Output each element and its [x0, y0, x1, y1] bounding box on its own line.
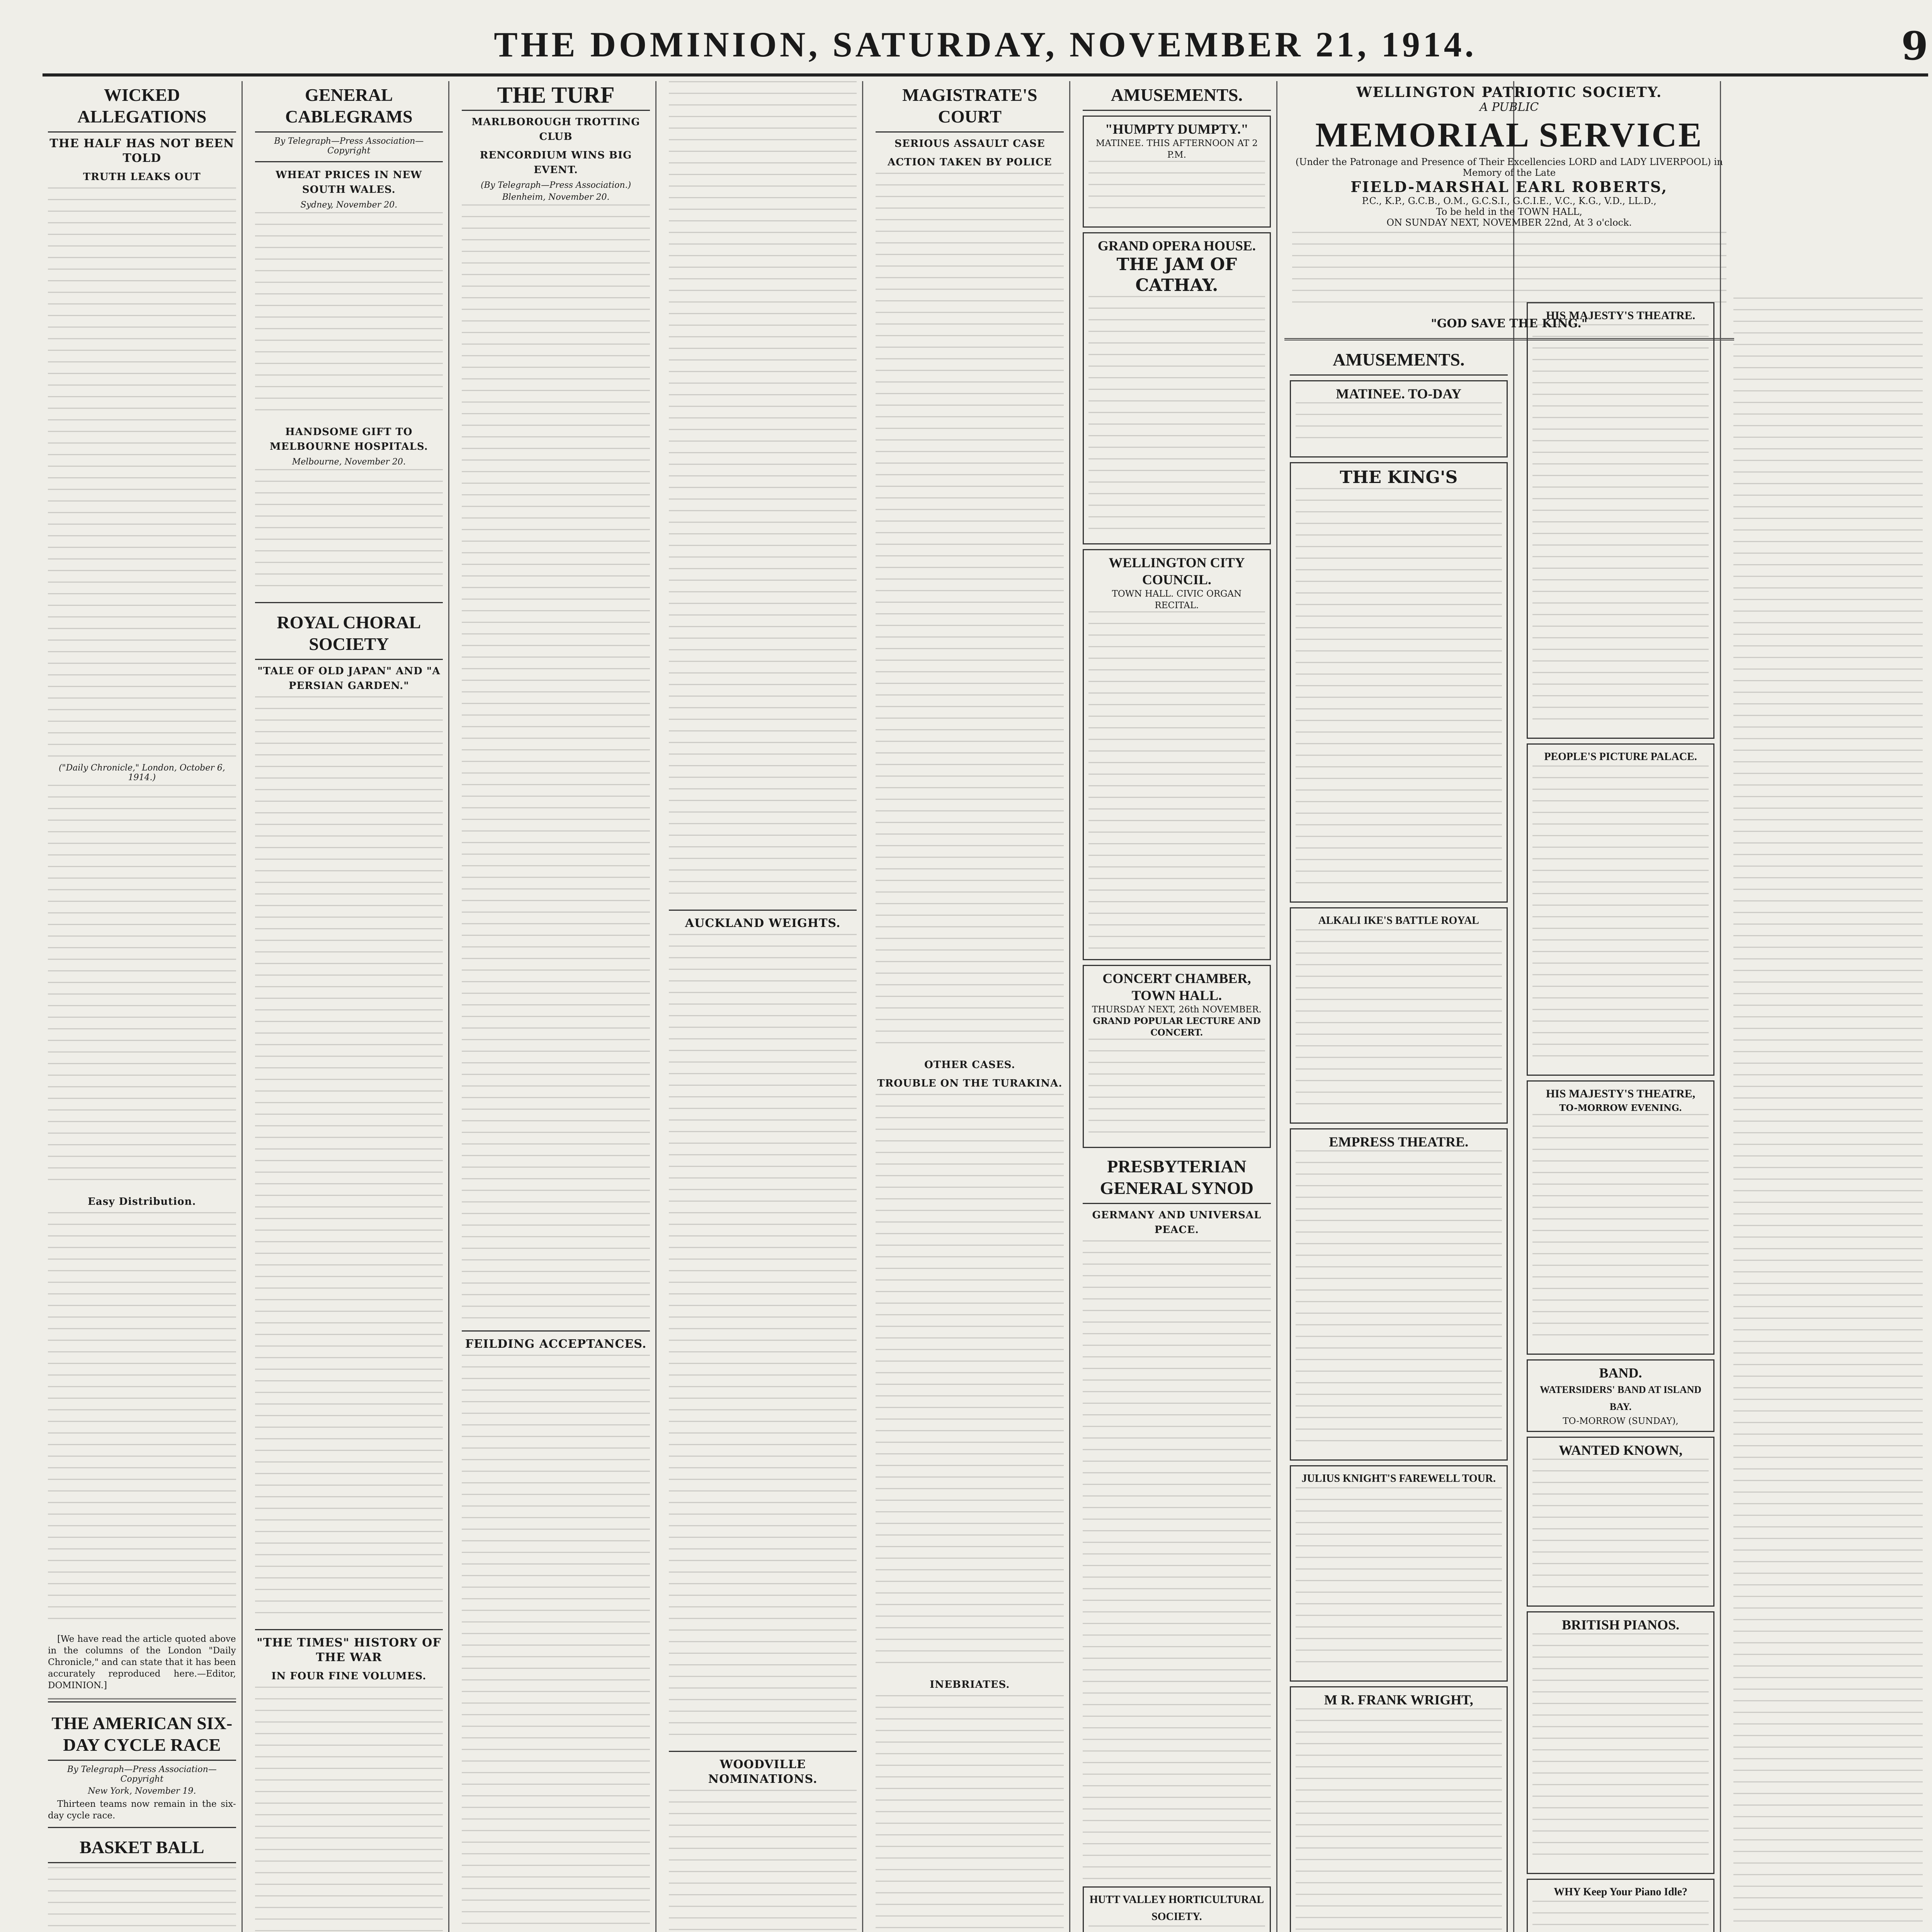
ad-text: [1532, 1633, 1709, 1865]
ad-text: [1296, 1708, 1502, 1932]
subhead-action-police: ACTION TAKEN BY POLICE: [888, 156, 1052, 168]
nominations-block: [669, 1790, 857, 1932]
headline-amusements: AMUSEMENTS.: [1083, 81, 1271, 111]
ad-peoples-picture-palace: [1527, 743, 1715, 1076]
ad-title: EMPRESS THEATRE.: [1329, 1134, 1469, 1150]
memorial-name: FIELD-MARSHAL EARL ROBERTS,: [1350, 178, 1668, 196]
headline-magistrates-court: MAGISTRATE'S COURT: [876, 81, 1064, 133]
ad-title: PEOPLE'S PICTURE PALACE.: [1544, 751, 1697, 763]
ad-julius-knight: [1290, 1465, 1508, 1682]
article-text-block: [48, 1212, 236, 1629]
memorial-anthem: "GOD SAVE THE KING.": [1431, 317, 1588, 330]
headline-the-turf: THE TURF: [462, 81, 650, 111]
ad-feature: THE JAM OF CATHAY.: [1116, 255, 1237, 295]
article-text-block: [876, 1094, 1064, 1673]
subhead-turakina: TROUBLE ON THE TURAKINA.: [877, 1078, 1063, 1089]
column-8: [1521, 81, 1721, 1932]
columns: [43, 81, 1928, 1932]
ad-title: BAND.: [1599, 1365, 1642, 1381]
divider: [669, 910, 857, 911]
article-text-block: [48, 785, 236, 1190]
ad-frank-wright: [1290, 1686, 1508, 1932]
ad-title: GRAND OPERA HOUSE.: [1097, 238, 1256, 253]
masthead: [43, 19, 1928, 77]
divider: [255, 1629, 443, 1630]
dateline-blenheim: Blenheim, November 20.: [502, 192, 610, 202]
divider: [669, 1751, 857, 1752]
column-4: [663, 81, 864, 1932]
ad-text: [1532, 1114, 1709, 1346]
column-3: [456, 81, 656, 1932]
ad-title: MATINEE. TO-DAY: [1336, 386, 1462, 401]
dateline-chronicle: ("Daily Chronicle," London, October 6, 1914.): [58, 763, 225, 782]
ad-line: TO-MORROW EVENING.: [1559, 1103, 1682, 1113]
ad-title: WELLINGTON CITY COUNCIL.: [1109, 555, 1245, 587]
subhead-rencordium: RENCORDIUM WINS BIG EVENT.: [480, 150, 632, 176]
ad-line: THURSDAY NEXT, 26th NOVEMBER.: [1092, 1005, 1262, 1015]
article-text-block: [876, 1695, 1064, 1932]
ad-text: [1088, 611, 1265, 951]
acceptances-block: [462, 1355, 650, 1932]
subhead-old-japan: "TALE OF OLD JAPAN" AND "A PERSIAN GARDEN.": [257, 665, 440, 692]
ad-text: [1088, 296, 1265, 536]
ad-concert-chamber: [1083, 965, 1271, 1148]
divider: [255, 602, 443, 603]
dateline-sydney: Sydney, November 20.: [300, 200, 398, 210]
ad-title: HIS MAJESTY'S THEATRE,: [1546, 1087, 1696, 1100]
subhead-auckland-weights: AUCKLAND WEIGHTS.: [685, 917, 841, 930]
subhead-marlborough: MARLBOROUGH TROTTING CLUB: [471, 116, 640, 143]
subhead-inebriates: INEBRIATES.: [930, 1679, 1010, 1690]
column-6: [1077, 81, 1277, 1932]
ad-text: [1088, 1039, 1265, 1139]
headline-basket-ball: BASKET BALL: [48, 1833, 236, 1863]
article-text-block: [255, 212, 443, 421]
ad-text: [1532, 1901, 1709, 1932]
article-text-block: [48, 1867, 236, 1932]
column-9: [1728, 81, 1928, 1932]
article-text-block: [255, 696, 443, 1624]
race-results-block: [462, 204, 650, 1325]
ad-text: [1532, 765, 1709, 1067]
ad-title: WANTED KNOWN,: [1559, 1442, 1683, 1458]
headline-general-cablegrams: GENERAL CABLEGRAMS: [255, 81, 443, 133]
memorial-overlap-space: [1527, 81, 1715, 298]
editor-note: [We have read the article quoted above in the columns of the London "Daily Chronicle," and can state that it has been accurately reproduced here.—Editor, DOMINION.]: [48, 1634, 236, 1690]
subhead-hospitals: HANDSOME GIFT TO MELBOURNE HOSPITALS.: [269, 426, 428, 452]
memorial-patronage: (Under the Patronage and Presence of Their Excellencies LORD and LADY LIVERPOOL) in Memory of the Late: [1295, 156, 1723, 178]
race-results-block: [669, 81, 857, 904]
ad-grand-opera-house: [1083, 232, 1271, 544]
subhead-serious-assault: SERIOUS ASSAULT CASE: [895, 138, 1045, 150]
subhead-germany-peace: GERMANY AND UNIVERSAL PEACE.: [1092, 1209, 1262, 1236]
ad-title: WATERSIDERS' BAND AT ISLAND BAY.: [1539, 1384, 1702, 1412]
cycle-race-text: Thirteen teams now remain in the six-day cycle race.: [48, 1799, 236, 1821]
masthead-title: THE DOMINION, SATURDAY, NOVEMBER 21, 1914.: [494, 25, 1477, 64]
ad-the-kings: [1290, 462, 1508, 903]
ad-text: [1088, 1925, 1265, 1932]
subhead-woodville-nominations: WOODVILLE NOMINATIONS.: [708, 1758, 818, 1786]
ad-title: M R. FRANK WRIGHT,: [1324, 1692, 1473, 1708]
dateline-melbourne: Melbourne, November 20.: [292, 457, 406, 467]
ad-alkali-ike: [1290, 907, 1508, 1124]
ad-title: CONCERT CHAMBER, TOWN HALL.: [1102, 971, 1251, 1003]
ad-line: GRAND POPULAR LECTURE AND CONCERT.: [1093, 1016, 1261, 1038]
headline-cycle-race: THE AMERICAN SIX-DAY CYCLE RACE: [48, 1709, 236, 1761]
divider: [48, 1827, 236, 1828]
ad-title: "HUMPTY DUMPTY.": [1105, 121, 1249, 137]
ad-text: [1532, 1459, 1709, 1598]
column-1: [43, 81, 243, 1932]
headline-times-history: "THE TIMES" HISTORY OF THE WAR: [257, 1636, 441, 1664]
headline-wicked-allegations: WICKED ALLEGATIONS: [48, 81, 236, 133]
ad-title: THE KING'S: [1340, 468, 1458, 487]
ad-title: JULIUS KNIGHT'S FAREWELL TOUR.: [1301, 1473, 1496, 1485]
ad-band: [1527, 1359, 1715, 1432]
ad-text: [1296, 1150, 1502, 1452]
article-text-block: [876, 173, 1064, 1054]
ad-line: TOWN HALL. CIVIC ORGAN RECITAL.: [1112, 589, 1242, 611]
memorial-when: ON SUNDAY NEXT, NOVEMBER 22nd, At 3 o'clock.: [1386, 217, 1632, 228]
headline-amusements-2: AMUSEMENTS.: [1290, 346, 1508, 376]
subhead-half-not-told: THE HALF HAS NOT BEEN TOLD: [49, 137, 235, 165]
ad-title: BRITISH PIANOS.: [1562, 1617, 1680, 1633]
ad-text: [1532, 324, 1709, 730]
subhead-wheat-prices: WHEAT PRICES IN NEW SOUTH WALES.: [276, 169, 422, 196]
ad-text: [1088, 161, 1265, 219]
column-2: [250, 81, 450, 1932]
cable-credit: By Telegraph—Press Association—Copyright: [274, 136, 424, 156]
divider: [255, 161, 443, 162]
ad-title: ALKALI IKE'S BATTLE ROYAL: [1318, 915, 1479, 927]
ad-hutt-valley: [1083, 1886, 1271, 1932]
subhead-easy-distribution: Easy Distribution.: [88, 1196, 196, 1208]
subhead-four-volumes: IN FOUR FINE VOLUMES.: [271, 1670, 427, 1682]
cable-credit: By Telegraph—Press Association—Copyright: [67, 1765, 217, 1784]
subhead-other-cases: OTHER CASES.: [924, 1059, 1015, 1071]
memorial-overlap-space: [1733, 81, 1923, 298]
subhead-truth-leaks: TRUTH LEAKS OUT: [83, 171, 201, 183]
memorial-public: A PUBLIC: [1480, 100, 1539, 114]
press-credit: (By Telegraph—Press Association.): [480, 180, 631, 190]
ad-humpty-dumpty: [1083, 116, 1271, 228]
weights-block: [669, 934, 857, 1745]
page-number: 9: [1901, 23, 1928, 69]
ad-line: MATINEE. THIS AFTERNOON AT 2 P.M.: [1095, 138, 1258, 160]
ad-british-pianos: [1527, 1611, 1715, 1874]
memorial-honours: P.C., K.P., G.C.B., O.M., G.C.S.I., G.C.I.E., V.C., K.G., V.D., LL.D.,: [1362, 196, 1656, 206]
article-text-block: [1083, 1240, 1271, 1882]
ad-matinee: [1290, 380, 1508, 457]
ad-title: WHY Keep Your Piano Idle?: [1554, 1886, 1687, 1898]
headline-presbyterian-synod: PRESBYTERIAN GENERAL SYNOD: [1083, 1153, 1271, 1204]
ad-his-majestys-1: [1527, 302, 1715, 739]
ad-his-majestys-2: [1527, 1080, 1715, 1355]
headline-royal-choral: ROYAL CHORAL SOCIETY: [255, 609, 443, 660]
ad-line: TO-MORROW (SUNDAY),: [1563, 1416, 1679, 1426]
divider: [462, 1330, 650, 1332]
ad-city-council: [1083, 549, 1271, 960]
ad-text: [1296, 929, 1502, 1115]
ad-empress-theatre: [1290, 1128, 1508, 1461]
ad-text: [1296, 1487, 1502, 1673]
ad-text: [1296, 488, 1502, 894]
subhead-feilding-acceptances: FEILDING ACCEPTANCES.: [465, 1337, 647, 1351]
ad-title: HIS MAJESTY'S THEATRE.: [1546, 309, 1696, 322]
ad-wanted-known: [1527, 1437, 1715, 1607]
ad-text: [1296, 402, 1502, 449]
memorial-society: WELLINGTON PATRIOTIC SOCIETY.: [1356, 84, 1662, 100]
classified-text-block: [1733, 298, 1923, 1932]
ad-title: HUTT VALLEY HORTICULTURAL SOCIETY.: [1089, 1894, 1264, 1923]
divider: [48, 1698, 236, 1702]
dateline-new-york: New York, November 19.: [88, 1786, 196, 1796]
memorial-title: MEMORIAL SERVICE: [1315, 116, 1703, 154]
article-text-block: [48, 187, 236, 759]
article-text-block: [255, 1687, 443, 1932]
memorial-place: To be held in the TOWN HALL,: [1436, 206, 1582, 217]
article-text-block: [255, 469, 443, 597]
ad-piano-idle: [1527, 1879, 1715, 1932]
column-5: [870, 81, 1070, 1932]
